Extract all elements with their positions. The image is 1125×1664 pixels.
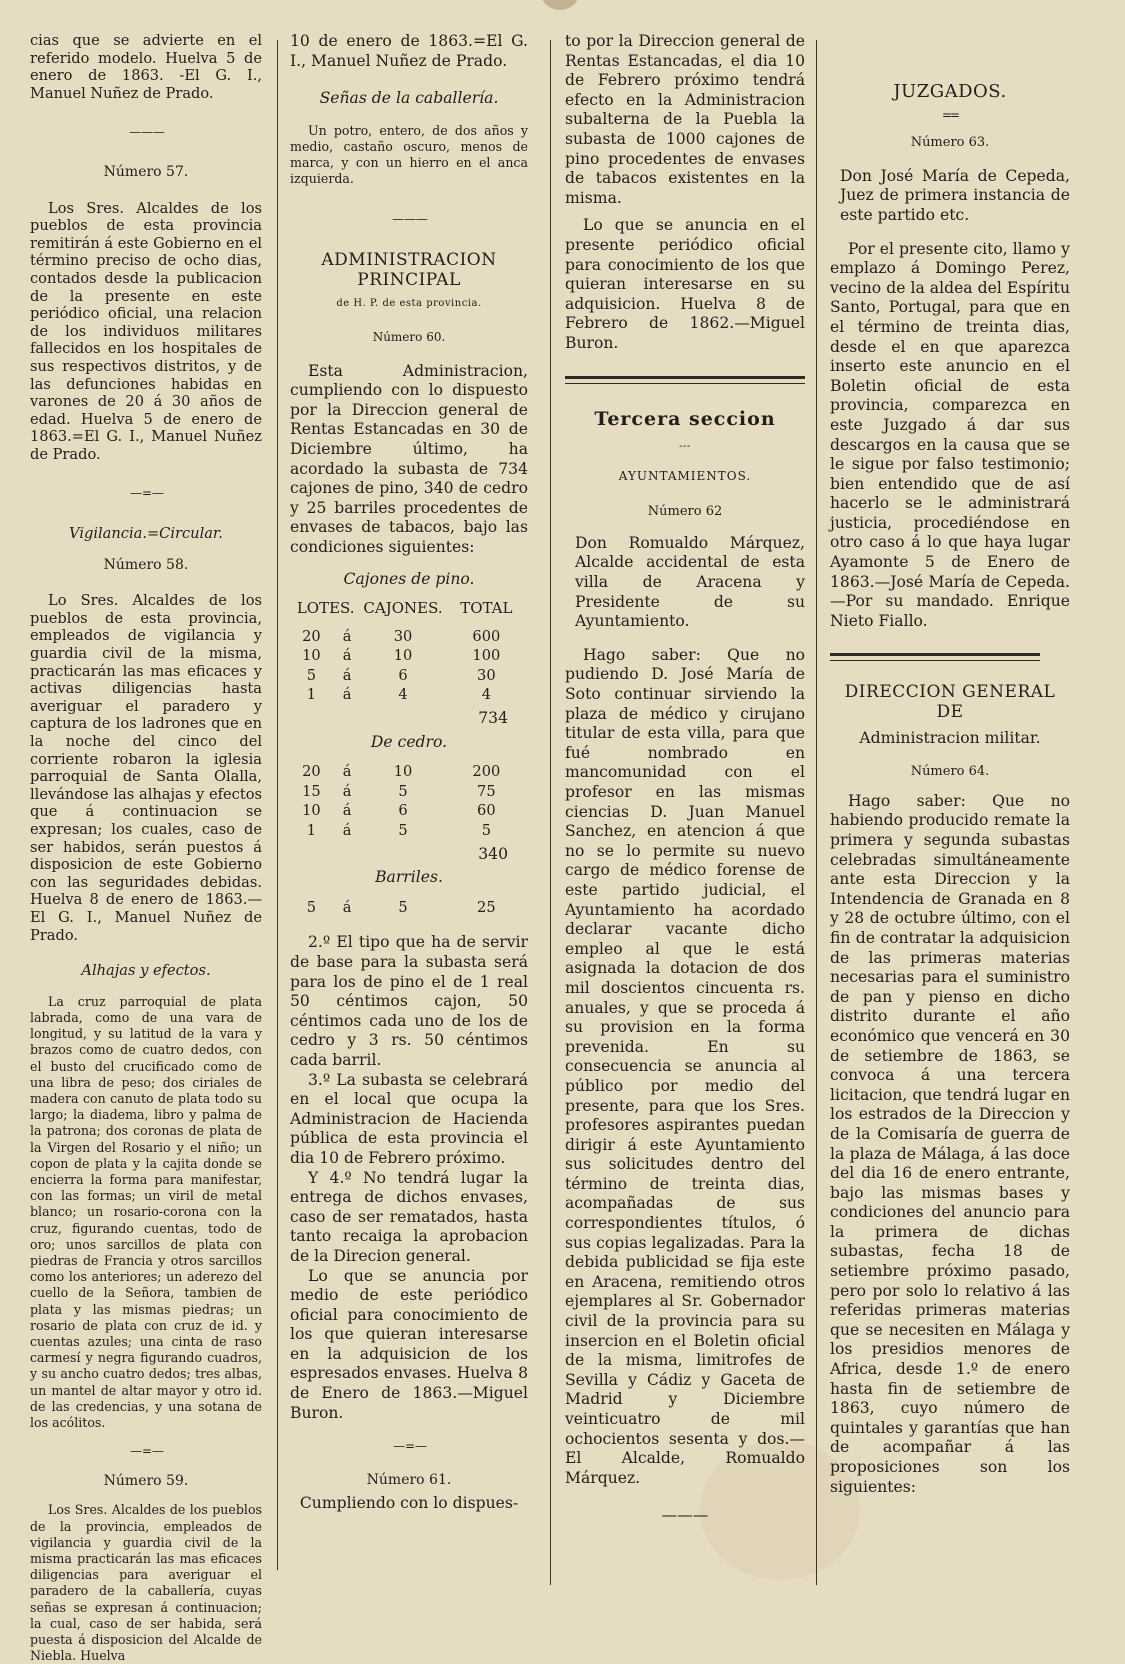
juzgados-heading: JUZGADOS. [893,81,1007,102]
cell: 10 [302,802,321,820]
paragraph: Hago saber: Que no pudiendo D. José María de Soto continuar sirviendo la plaza de médico y cirujano titular de esta villa, para que fué nombrado en mancomunidad con el profesor en las mismas ciencias D. Juan Manuel Sanchez, en atencion á que no se lo permite su nuevo cargo de médico forense de este partido judicial, el Ayuntamiento ha acordado declarar vacante dicho empleo al que le está asignada la dotacion de dos mil doscientos cincuenta rs. anuales, y que se proceda á su provision en la forma prevenida. En su consecuencia se anuncia al público por medio del presente, para que los Sres. profesores aspirantes puedan dirigir á este Ayuntamiento sus solicitudes dentro del término de treinta dias, acompañadas de sus correspondientes títulos, ó sus copias legalizadas. Para la debida publicidad se fija este en Aracena, remitiendo otros ejemplares al Sr. Gobernador civil de la provincia para su insercion en el Boletin oficial de la misma, limitrofes de Sevilla y Cádiz y Gaceta de Madrid y Diciembre veinticuatro de mil ochocientos sesenta y dos.—El Alcalde, Romualdo Márquez. [565,645,805,1487]
paragraph: Hago saber: Que no habiendo producido remate la primera y segunda subastas celebradas simultáneamente ante esta Direccion y la Intendencia de Granada en 8 y 28 de octubre último, con el fin de contratar la adquisicion de las primeras materias necesarias para el suministro de pan y pienso en dicho distrito durante el año económico que vencerá en 30 de setiembre de 1863, se convoca á una tercera licitacion, que tendrá lugar en los estrados de la Direccion y de la Comisaría de guerra de la plaza de Málaga, á las doce del dia 16 de enero entrante, bajo las mismas bases y condiciones del anuncio para la primera de dichas subastas, fecha 18 de setiembre próximo pasado, pero por solo lo relativo á las referidas primeras materias que se necesiten en Málaga y los presidios menores de Africa, desde 1.º de enero hasta fin de setiembre de 1863, cuyo número de quintales y garantías que han de acompañar á las proposiciones son los siguientes: [830,791,1070,1496]
paragraph: cias que se advierte en el referido modelo. Huelva 5 de enero de 1863. -El G. I., Manuel Nuñez de Prado. [30,32,262,102]
cell: á [342,782,352,800]
column-3 [565,32,805,1526]
paper-stain [540,0,580,10]
senas-heading: Señas de la caballería. [319,89,499,108]
cell: 100 [472,647,501,665]
cell: 5 [398,898,408,916]
paragraph: Y 4.º No tendrá lugar la entrega de dichos envases, caso de ser rematados, hasta tanto recaiga la aprobacion de la Direcion general. [290,1168,528,1265]
table-header: TOTAL [460,599,513,618]
number-64-heading: Número 64. [910,764,990,780]
cell: 1 [306,686,317,704]
column-4 [830,32,1070,1497]
cell: 5 [306,898,317,916]
column-rule [816,40,817,1585]
separator: — — — [392,211,426,226]
separator: — = — [130,486,162,501]
paragraph: Lo Sres. Alcaldes de los pueblos de esta provincia, empleados de vigilancia y guardia civil de la misma, practicarán las mas eficaces y activas diligencias hasta averiguar el paradero y captura de los ladrones que en la noche del cinco del corriente robaron la iglesia parroquial de Santa Olalla, llevándose las alhajas y efectos que á continuacion se expresan; los cuales, caso de ser habidos, serán puestos á disposicion de este Gobierno con las seguridades debidas. Huelva 8 de enero de 1863.—El G. I., Manuel Nuñez de Prado. [30,592,262,944]
cell: á [342,763,352,781]
cell: 10 [393,763,413,781]
cell: 30 [393,627,413,645]
number-58-heading: Número 58. [103,556,189,573]
cell: 200 [472,763,501,781]
cell: 4 [481,686,491,704]
separator: — = — [130,1444,162,1459]
cell: 30 [477,666,496,684]
paragraph: La cruz parroquial de plata labrada, como de una vara de longitud, y su latitud de la vara y brazos como de cuatro dedos, con el busto del crucificado como de una libra de peso; dos ciriales de madera con canuto de plata todo su largo; la diadema, libro y palma de la patrona; dos coronas de plata de la Virgen del Rosario y el niño; un copon de plata y la cajita donde se encierra la forma para manifestar, con las formas; un viril de metal blanco; un rosario-corona con la cruz, figurando cuentas, todo de oro; unos sarcillos de plata con piedras de Francia y otros sarcillos como los anteriores; un aderezo del cuello de la Señora, tambien de plata y las mismas piedras; un rosario de plata con cruz de id. y cuentas azules; una cinta de raso carmesí y negra figurando cuadros, y su ancho cuatro dedos; tres albas, un mantel de altar mayor y otro id. de las credencias, y una sotana de los acólitos. [30,993,262,1430]
separator: — = — [393,1439,425,1454]
table-header: LOTES. [296,599,355,618]
paragraph: Por el presente cito, llamo y emplazo á Domingo Perez, vecino de la aldea del Espíritu Santo, Portugal, para que en el término de treinta dias, desde el en que aparezca inserto este anuncio en el Boletin oficial de esta provincia, comparezca en este Juzgado á dar sus descargos en la causa que se le sigue por falso testimonio; bien entendido que de así hacerlo se le administrará justicia, procediéndose en otro caso á lo que haya lugar Ayamonte 5 de Enero de 1863.—José María de Cepeda.—Por su mandado. Enrique Nieto Fiallo. [830,239,1070,630]
paragraph: 10 de enero de 1863.=El G. I., Manuel Nuñez de Prado. [290,32,528,70]
table-row [290,627,528,647]
paragraph: to por la Direccion general de Rentas Estancadas, el dia 10 de Febrero próximo tendrá efecto en la Administracion subalterna de la Puebla la subasta de 1000 cajones de pino procedentes de envases de tabacos existentes en la misma. [565,32,805,207]
separator: — — — [129,125,163,140]
table-row [290,801,528,821]
cell: á [342,898,352,916]
paragraph: 3.º La subasta se celebrará en el local que ocupa la Administracion de Hacienda pública de esta provincia el dia 10 de Febrero próximo. [290,1070,528,1167]
table-row [290,666,528,686]
cell: á [342,647,352,665]
cell: 1 [306,822,317,840]
table-header: CAJONES. [363,599,443,618]
paragraph: Los Sres. Alcaldes de los pueblos de esta provincia remitirán á este Gobierno en el término preciso de ocho dias, contados desde la publicacion de la presente en este periódico oficial, una relacion de los individuos militares fallecidos en los hospitales de sus respectivos distritos, y de las defunciones habidas en varones de 20 á 30 años de edad. Huelva 5 de enero de 1863.=El G. I., Manuel Nuñez de Prado. [30,199,262,463]
lots-table-barriles [290,898,528,918]
cell: á [342,686,352,704]
number-62-heading: Número 62 [647,504,723,520]
number-60-heading: Número 60. [372,329,446,344]
table-row [290,762,528,782]
cell: 6 [398,666,408,684]
cell: 20 [302,627,321,645]
table-row [290,898,528,918]
paragraph: Don José María de Cepeda, Juez de primera instancia de este partido etc. [840,166,1070,224]
cell: 75 [477,782,496,800]
cell: 600 [472,627,501,645]
lots-table-cedro [290,762,528,840]
cell: 25 [477,898,496,916]
cell: á [342,666,352,684]
separator: --- [679,441,691,453]
admin-subheading: de H. P. de esta provincia. [336,298,482,310]
cell: 20 [302,763,321,781]
table-row [290,821,528,841]
cell: 5 [481,822,491,840]
cell: á [342,627,352,645]
admin-heading: ADMINISTRACION PRINCIPAL [321,250,497,290]
paragraph: Lo que se anuncia por medio de este periódico oficial para conocimiento de los que quieran interesarse en la adquisicion de los espresados envases. Huelva 8 de Enero de 1863.—Miguel Buron. [290,1266,528,1422]
paragraph: Los Sres. Alcaldes de los pueblos de la provincia, empleados de vigilancia y guardia civil de la misma practicarán las mas eficaces diligencias para averiguar el paradero de la caballería, cuyas señas se expresan á continuacion; la cual, caso de ser habida, será puesta á disposicion del Alcalde de Niebla. Huelva [30,1502,262,1664]
cell: 10 [302,647,321,665]
tercera-seccion-heading: Tercera seccion [594,407,776,430]
cedro-heading: De cedro. [370,732,448,751]
vigilancia-heading: Vigilancia.=Circular. [69,525,223,543]
barriles-heading: Barriles. [375,868,443,887]
number-61-heading: Número 61. [366,1471,452,1488]
direccion-heading: DIRECCION GENERAL DE [844,682,1056,723]
column-1 [30,32,262,1664]
paragraph: Cumpliendo con lo dispues- [299,1494,519,1513]
table-row [290,782,528,802]
cell: 10 [393,647,413,665]
cell: 4 [398,686,408,704]
table-row [290,646,528,666]
cell: 5 [398,782,408,800]
table-row [290,685,528,705]
paragraph: Lo que se anuncia en el presente periódico oficial para conocimiento de los que quieran interesarse en su adquisicion. Huelva 8 de Febrero de 1862.—Miguel Buron. [565,216,805,352]
cell: 5 [306,666,317,684]
paragraph: Don Romualdo Márquez, Alcalde accidental de esta villa de Aracena y Presidente de su Ayuntamiento. [575,533,805,631]
separator: ——— [661,1506,709,1525]
cedro-total: 340 [478,844,508,863]
paragraph: Un potro, entero, de dos años y medio, castaño oscuro, menos de marca, y con un hierro en el anca izquierda. [290,122,528,187]
paragraph: Esta Administracion, cumpliendo con lo dispuesto por la Direccion general de Rentas Estancadas en 30 de Diciembre último, ha acordado la subasta de 734 cajones de pino, 340 de cedro y 25 barriles procedentes de envases de tabacos, bajo las condiciones siguientes: [290,361,528,556]
paragraph: 2.º El tipo que ha de servir de base para la subasta será para los de pino el de 1 real 50 céntimos cajon, 50 céntimos cada uno de los de cedro y 3 rs. 50 céntimos cada barril. [290,933,528,1069]
cell: 60 [477,802,496,820]
number-57-heading: Número 57. [103,163,189,180]
column-2 [290,32,528,1514]
section-rule [830,653,1040,661]
cell: á [342,802,352,820]
section-rule [565,376,805,384]
pino-heading: Cajones de pino. [343,569,475,588]
alhajas-heading: Alhajas y efectos. [81,962,211,980]
column-rule [277,40,278,1570]
lots-table-pino [290,599,528,705]
number-63-heading: Número 63. [910,135,990,151]
pino-total: 734 [478,709,508,728]
number-59-heading: Número 59. [103,1472,189,1489]
column-rule [550,40,551,1585]
cell: 6 [398,802,408,820]
direccion-subheading: Administracion militar. [859,728,1041,747]
ayuntamientos-heading: AYUNTAMIENTOS. [618,468,752,483]
cell: 15 [302,782,321,800]
cell: á [342,822,352,840]
cell: 5 [398,822,408,840]
separator: == [941,107,959,122]
